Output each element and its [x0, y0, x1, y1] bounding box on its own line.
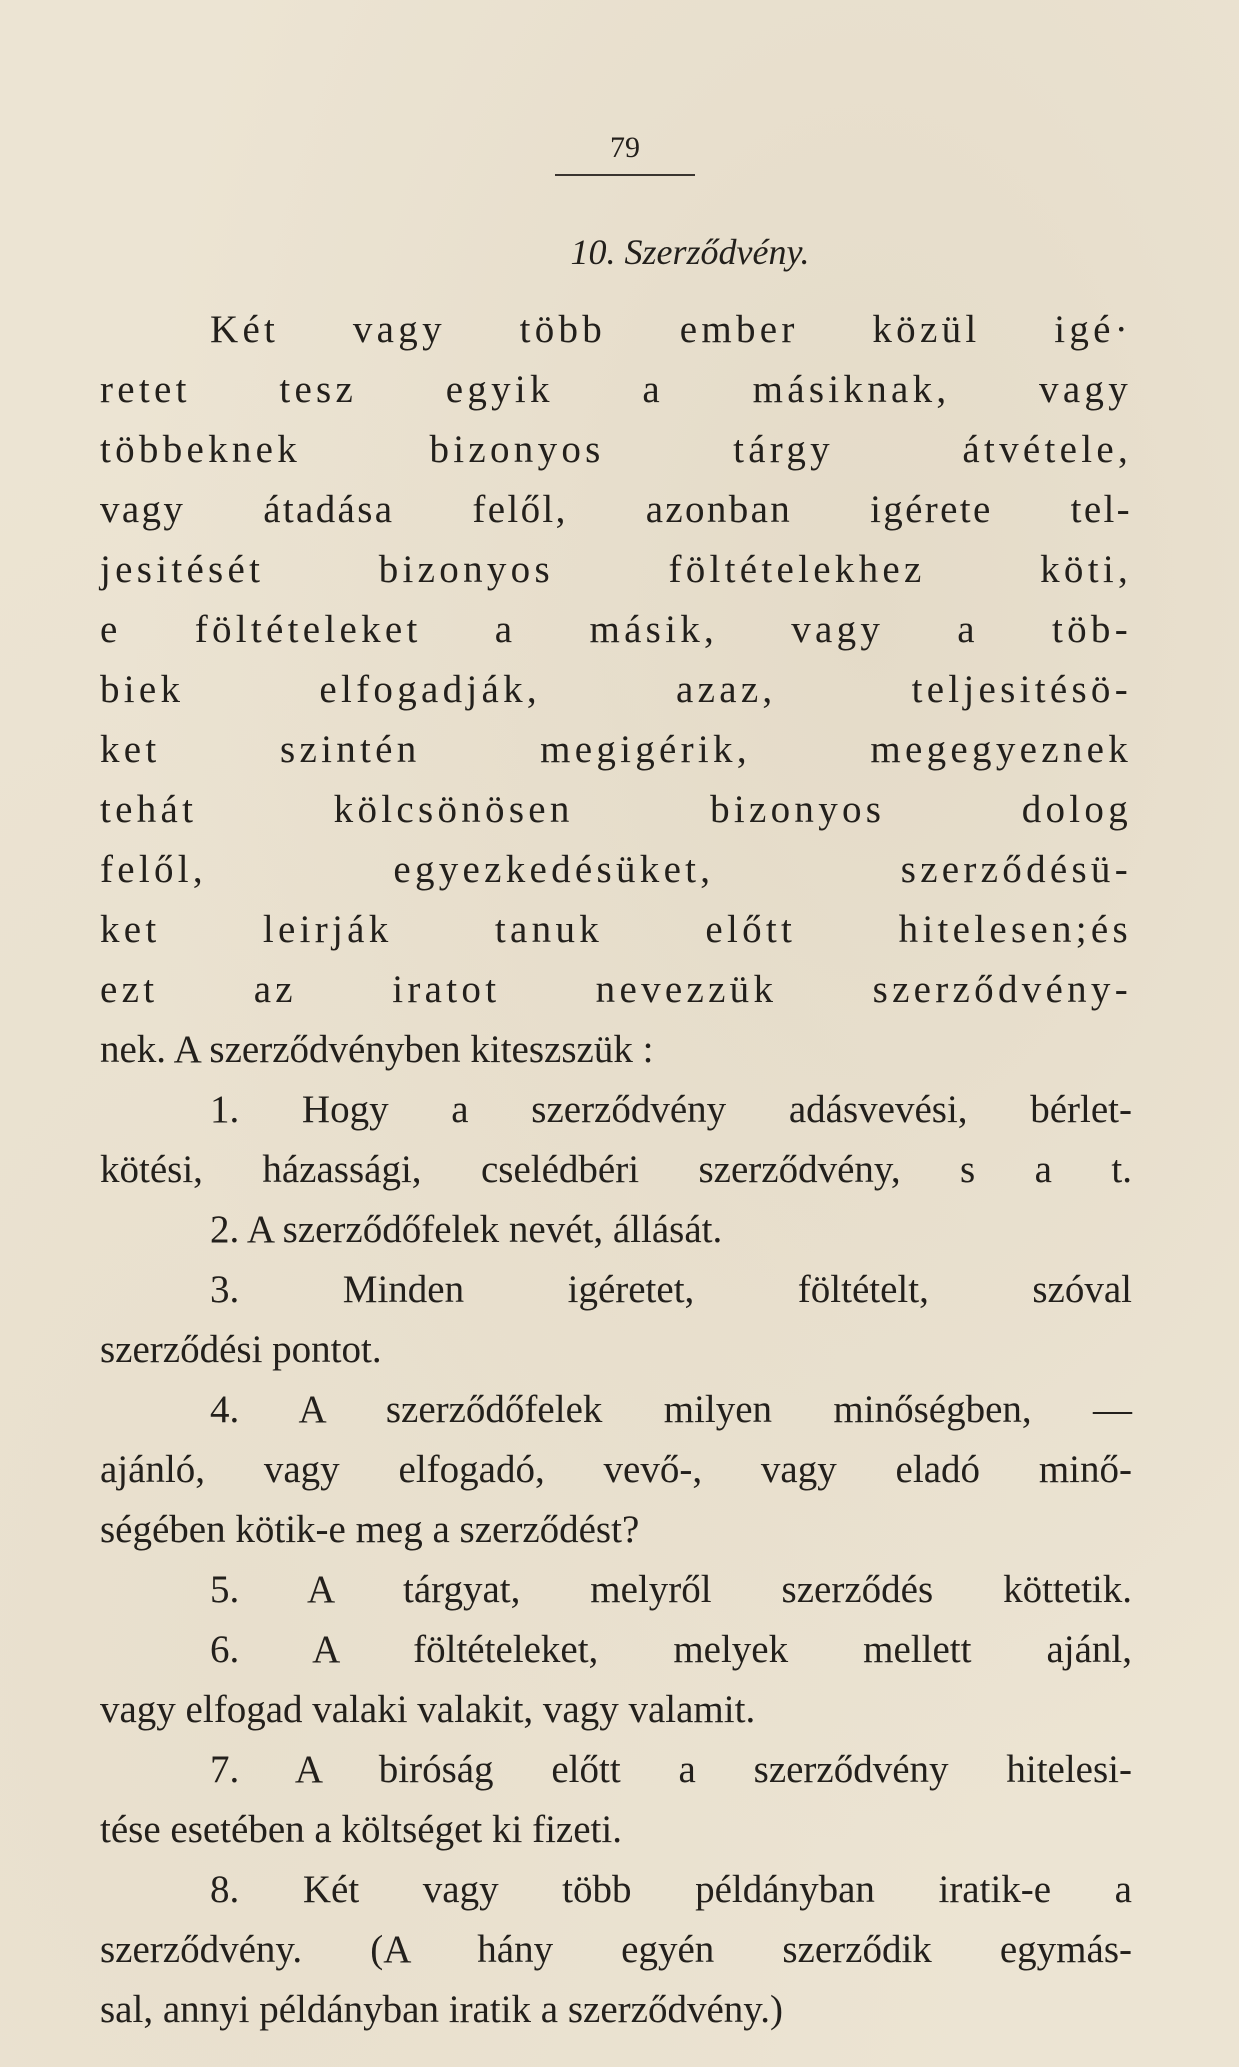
list-item-6: 6. A föltételeket, melyek mellett ajánl,: [210, 1628, 1132, 1671]
text-line: ajánló, vagy elfogadó, vevő-, vagy eladó minő-: [100, 1448, 1132, 1491]
text-line: ket szintén megigérik, megegyeznek: [100, 728, 1132, 771]
list-item-8: 8. Két vagy több példányban iratik-e a: [210, 1868, 1132, 1911]
text-line: ket leirják tanuk előtt hitelesen;és: [100, 908, 1132, 951]
list-item-5: 5. A tárgyat, melyről szerződés köttetik.: [210, 1568, 1132, 1611]
body-text: [100, 300, 1132, 2040]
text-line: szerződési pontot.: [100, 1328, 382, 1371]
page-number: 79: [610, 131, 640, 164]
text-line: felől, egyezkedésüket, szerződésü-: [100, 848, 1132, 891]
section-heading: 10. Szerződvény.: [570, 232, 810, 272]
text-line: ezt az iratot nevezzük szerződvény-: [100, 968, 1132, 1011]
text-line: jesitését bizonyos föltételekhez köti,: [100, 548, 1132, 591]
list-item-2: 2. A szerződőfelek nevét, állását.: [210, 1208, 723, 1251]
text-line: szerződvény. (A hány egyén szerződik egymás-: [100, 1928, 1132, 1971]
text-line: tése esetében a költséget ki fizeti.: [100, 1808, 622, 1851]
text-line: biek elfogadják, azaz, teljesitésö-: [100, 668, 1132, 711]
text-line: vagy átadása felől, azonban igérete tel-: [100, 488, 1132, 531]
text-line: e föltételeket a másik, vagy a töb-: [100, 608, 1132, 651]
text-line: vagy elfogad valaki valakit, vagy valamit.: [100, 1688, 756, 1731]
text-line: kötési, házassági, cselédbéri szerződvény, s a t.: [100, 1148, 1132, 1191]
text-line: nek. A szerződvényben kiteszszük :: [100, 1028, 654, 1071]
text-line: tehát kölcsönösen bizonyos dolog: [100, 788, 1132, 831]
text-line: retet tesz egyik a másiknak, vagy: [100, 368, 1132, 411]
header-rule: [555, 174, 695, 176]
text-line: ségében kötik-e meg a szerződést?: [100, 1508, 640, 1551]
list-item-1: 1. Hogy a szerződvény adásvevési, bérlet-: [210, 1088, 1132, 1131]
text-line: többeknek bizonyos tárgy átvétele,: [100, 428, 1132, 471]
list-item-3: 3. Minden igéretet, föltételt, szóval: [210, 1268, 1132, 1311]
list-item-7: 7. A biróság előtt a szerződvény hitelesi-: [210, 1748, 1132, 1791]
text-line: Két vagy több ember közül igé·: [210, 308, 1132, 351]
text-line: sal, annyi példányban iratik a szerződvény.): [100, 1988, 783, 2031]
list-item-4: 4. A szerződőfelek milyen minőségben, —: [210, 1388, 1132, 1431]
